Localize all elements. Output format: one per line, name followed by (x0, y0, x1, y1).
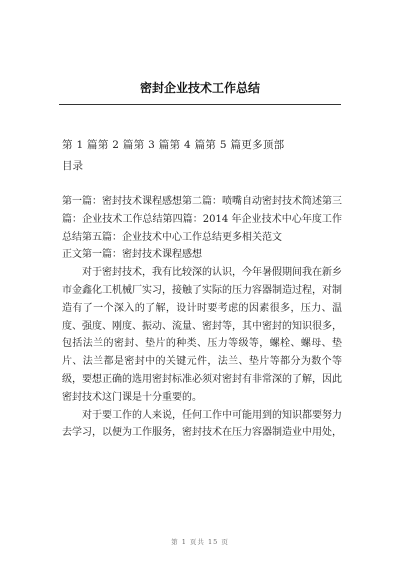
document-body (62, 193, 342, 442)
toc-heading: 目录 (62, 160, 83, 172)
title-divider (59, 104, 341, 105)
body-paragraph-2: 对于要工作的人来说，任何工作中可能用到的知识都要努力去学习，以便为工作服务，密封技术在压力容器制造业中用处， (62, 409, 342, 439)
document-title: 密封企业技术工作总结 (139, 81, 260, 95)
article-nav-links[interactable]: 第 1 篇第 2 篇第 3 篇第 4 篇第 5 篇更多顶部 (62, 139, 285, 151)
page-footer: 第 1 页共 15 页 (171, 538, 229, 546)
body-paragraph-1: 对于密封技术，我有比较深的认识，今年暑假期间我在新乡市金鑫化工机械厂实习，接触了实际的压力容器制造过程，对制造有了一个深入的了解，设计时要考虑的因素很多，压力、温度、强度、刚度、振动、流量、密封等，其中密封的知识很多，包括法兰的密封、垫片的种类、压力等级等，螺栓、螺母、垫片、法兰都是密封中的关键元件，法兰、垫片等都分为数个等级，要想正确的选用密封标准必须对密封有非常深的了解，因此密封技术这门课是十分重要的。 (62, 267, 342, 403)
toc-text: 第一篇：密封技术课程感想第二篇：喷嘴自动密封技术简述第三篇：企业技术工作总结第四篇：2014 年企业技术中心年度工作总结第五篇：企业技术中心工作总结更多相关范文 (62, 196, 342, 243)
section-heading: 正文第一篇：密封技术课程感想 (62, 249, 202, 261)
